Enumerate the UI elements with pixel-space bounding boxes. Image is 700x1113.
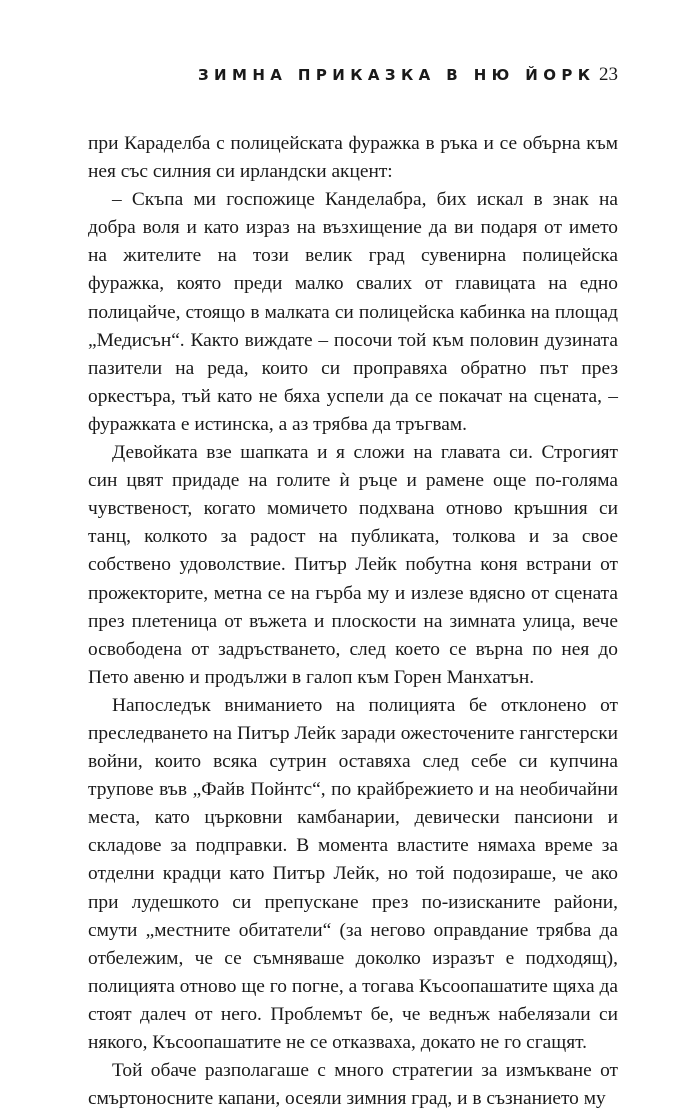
paragraph-continued: при Караделба с полицейската фуражка в ръка и се обърна към нея със силния си ирландски акцент:	[88, 133, 618, 183]
paragraph: Девойката взе шапката и я сложи на главата си. Строгият син цвят придаде на голите ѝ ръце и рамене още по-голяма чувственост, когато момичето подхвана отново кръшния си танц, колкото за радост на публиката, толкова и за свое собствено удоволствие. Питър Лейк побутна коня встрани от прожекторите, метна се на гърба му и излезе вдясно от сцената през плетеница от въжета и плоскости на зимната улица, вече освободена от задръстването, след което се върна по нея до Пето авеню и продължи в галоп към Горен Манхатън.	[88, 442, 618, 688]
paragraph: Напоследък вниманието на полицията бе отклонено от преследването на Питър Лейк заради ожесточените гангстерски войни, които всяка сутрин оставяха след себе си купчина трупове във „Файв Пойнтс“, по крайбрежието и на необичайни места, като църковни камбанарии, девически пансиони и складове за подправки. В момента властите нямаха време за отделни крадци като Питър Лейк, но той подозираше, че ако при лудешкото си препускане през по-изисканите райони, смути „местните обитатели“ (за негово оправдание трябва да отбележим, че се съмняваше доколко изразът е подходящ), полицията отново ще го погне, а тогава Късоопашатите щяха да стоят далеч от него. Проблемът бе, че веднъж набелязали си някого, Късоопашатите не се отказваха, докато не го сгащят.	[88, 694, 618, 1053]
running-head	[88, 62, 618, 88]
paragraph-continues: Той обаче разполагаше с много стратегии за измъкване от смъртоносните капани, осеяли зимния град, и в съзнанието му	[88, 1060, 618, 1110]
running-title: ЗИМНА ПРИКАЗКА В НЮ ЙОРК	[198, 66, 596, 84]
body-text	[88, 130, 618, 1113]
page-number: 23	[599, 64, 618, 85]
paragraph-dialogue: – Скъпа ми госпожице Канделабра, бих искал в знак на добра воля и като израз на възхищение да ви подаря от името на жителите на този велик град сувенирна полицейска фуражка, която преди малко свалих от главицата на едно полицайче, стоящо в малката си полицейска кабинка на площад „Медисън“. Както виждате – посочи той към половин дузината пазители на реда, които си проправяха обратно път през оркестъра, тъй като не бяха успели да се покачат на сцената, – фуражката е истинска, а аз трябва да тръгвам.	[88, 189, 618, 435]
